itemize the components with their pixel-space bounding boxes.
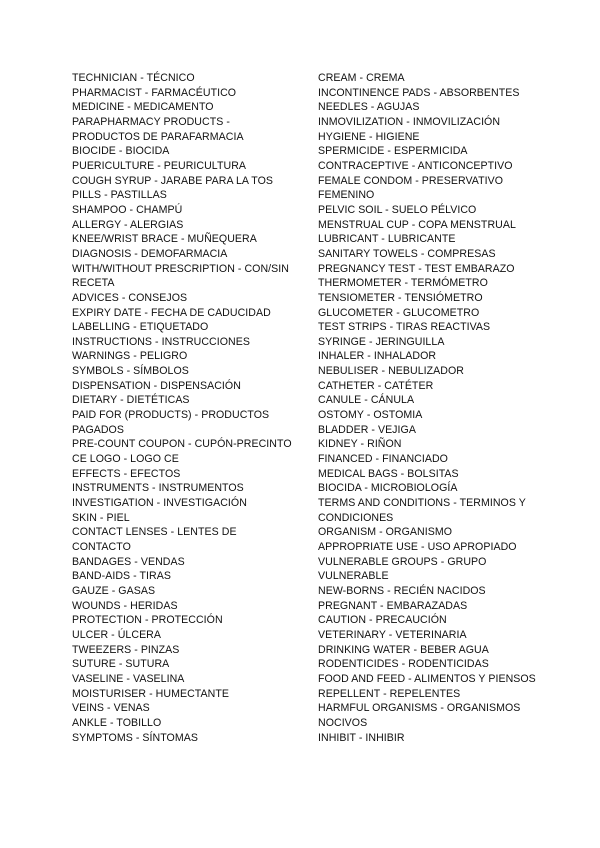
glossary-entry: INSTRUMENTS - INSTRUMENTOS [72,482,244,495]
glossary-entry: SANITARY TOWELS - COMPRESAS [318,247,496,260]
glossary-entry: REPELLENT - REPELENTES [318,687,461,700]
glossary-entry: TERMS AND CONDITIONS - TERMINOS Y CONDICIONES [318,497,526,524]
glossary-entry: ULCER - ÚLCERA [72,628,161,641]
glossary-entry: VULNERABLE GROUPS - GRUPO VULNERABLE [318,555,487,583]
glossary-entry: TWEEZERS - PINZAS [72,643,180,656]
glossary-entry: LUBRICANT - LUBRICANTE [318,233,456,246]
glossary-entry: VETERINARY - VETERINARIA [318,628,467,641]
glossary-entry: INMOVILIZATION - INMOVILIZACIÓN [318,115,501,128]
glossary-entry: ALLERGY - ALERGIAS [72,218,184,231]
glossary-entry: BIOCIDA - MICROBIOLOGÍA [318,482,458,495]
glossary-column-left [72,71,298,745]
glossary-entry: FINANCED - FINANCIADO [318,453,448,466]
glossary-entry: DRINKING WATER - BEBER AGUA [318,643,489,656]
glossary-entry: SYMBOLS - SÍMBOLOS [72,365,189,378]
glossary-entry: SKIN - PIEL [72,511,130,524]
glossary-entry: BLADDER - VEJIGA [318,423,416,436]
glossary-entry: MENSTRUAL CUP - COPA MENSTRUAL [318,218,516,231]
glossary-entry: EFFECTS - EFECTOS [72,467,181,480]
glossary-entry: ADVICES - CONSEJOS [72,291,188,304]
glossary-entry: NEEDLES - AGUJAS [318,101,420,114]
glossary-entry: GAUZE - GASAS [72,584,156,597]
glossary-entry: DIETARY - DIETÉTICAS [72,394,190,407]
glossary-entry: SYMPTOMS - SÍNTOMAS [72,731,198,744]
glossary-entry: CREAM - CREMA [318,72,405,84]
glossary-entry: PREGNANCY TEST - TEST EMBARAZO [318,262,515,275]
glossary-entry: ANKLE - TOBILLO [72,716,162,729]
glossary-column-right [318,71,546,745]
glossary-entry: SYRINGE - JERINGUILLA [318,335,445,348]
glossary-entry: CANULE - CÁNULA [318,394,415,407]
glossary-entry: KIDNEY - RIÑON [318,438,402,451]
glossary-entry: DISPENSATION - DISPENSACIÓN [72,379,241,392]
glossary-entry: NEW-BORNS - RECIÉN NACIDOS [318,584,486,597]
glossary-entry: LABELLING - ETIQUETADO [72,321,209,334]
glossary-entry: PROTECTION - PROTECCIÓN [72,614,223,627]
glossary-entry: CONTACT LENSES - LENTES DE CONTACTO [72,526,237,553]
glossary-entry: TECHNICIAN - TÉCNICO [72,72,195,84]
glossary-entry: BIOCIDE - BIOCIDA [72,145,170,158]
glossary-entry: FOOD AND FEED - ALIMENTOS Y PIENSOS [318,672,536,685]
glossary-entry: BAND-AIDS - TIRAS [72,570,171,583]
glossary-entry: CE LOGO - LOGO CE [72,453,179,466]
glossary-entry: MOISTURISER - HUMECTANTE [72,687,229,700]
glossary-entry: MEDICAL BAGS - BOLSITAS [318,467,459,480]
glossary-entry: INVESTIGATION - INVESTIGACIÓN [72,497,247,510]
glossary-entry: HYGIENE - HIGIENE [318,130,420,143]
glossary-entry: COUGH SYRUP - JARABE PARA LA TOS [72,174,273,187]
glossary-entry: DIAGNOSIS - DEMOFARMACIA [72,247,228,260]
glossary-entry: PILLS - PASTILLAS [72,189,167,202]
glossary-entry: HARMFUL ORGANISMS - ORGANISMOS NOCIVOS [318,702,521,729]
glossary-entry: CONTRACEPTIVE - ANTICONCEPTIVO [318,159,513,172]
glossary-entry: WITH/WITHOUT PRESCRIPTION - CON/SIN RECETA [72,262,289,290]
glossary-entry: THERMOMETER - TERMÓMETRO [318,277,488,290]
glossary-entry: PAID FOR (PRODUCTS) - PRODUCTOS PAGADOS [72,409,270,436]
glossary-entry: PREGNANT - EMBARAZADAS [318,599,468,612]
glossary-entry: SUTURE - SUTURA [72,658,170,671]
glossary-entry: ORGANISM - ORGANISMO [318,526,453,539]
glossary-entry: INHIBIT - INHIBIR [318,731,405,744]
glossary-entry: BANDAGES - VENDAS [72,555,185,568]
glossary-entry: WARNINGS - PELIGRO [72,350,188,363]
glossary-entry: PHARMACIST - FARMACÉUTICO [72,86,237,99]
glossary-entry: OSTOMY - OSTOMIA [318,409,423,422]
glossary-entry: VASELINE - VASELINA [72,672,185,685]
glossary-entry: GLUCOMETER - GLUCOMETRO [318,306,480,319]
glossary-entry: NEBULISER - NEBULIZADOR [318,365,464,378]
glossary-entry: CATHETER - CATÉTER [318,379,434,392]
glossary-entry: PELVIC SOIL - SUELO PÉLVICO [318,203,477,216]
glossary-entry: INSTRUCTIONS - INSTRUCCIONES [72,335,250,348]
glossary-entry: EXPIRY DATE - FECHA DE CADUCIDAD [72,306,271,319]
glossary-entry: SPERMICIDE - ESPERMICIDA [318,145,468,158]
glossary-entry: MEDICINE - MEDICAMENTO [72,101,214,114]
glossary-entry: APPROPRIATE USE - USO APROPIADO [318,541,517,553]
glossary-entry: INHALER - INHALADOR [318,350,437,363]
glossary-entry: VEINS - VENAS [72,702,150,715]
glossary-entry: SHAMPOO - CHAMPÚ [72,203,183,216]
glossary-entry: KNEE/WRIST BRACE - MUÑEQUERA [72,233,257,246]
glossary-entry: INCONTINENCE PADS - ABSORBENTES [318,86,520,99]
glossary-entry: RODENTICIDES - RODENTICIDAS [318,658,489,671]
glossary-entry: TEST STRIPS - TIRAS REACTIVAS [318,321,491,334]
glossary-entry: PARAPHARMACY PRODUCTS - PRODUCTOS DE PARAFARMACIA [72,115,244,143]
glossary-entry: CAUTION - PRECAUCIÓN [318,614,447,627]
glossary-entry: FEMALE CONDOM - PRESERVATIVO FEMENINO [318,174,504,202]
glossary-entry: PUERICULTURE - PEURICULTURA [72,159,247,172]
glossary-entry: WOUNDS - HERIDAS [72,599,178,612]
glossary-entry: PRE-COUNT COUPON - CUPÓN-PRECINTO [72,438,292,451]
glossary-entry: TENSIOMETER - TENSIÓMETRO [318,291,483,304]
